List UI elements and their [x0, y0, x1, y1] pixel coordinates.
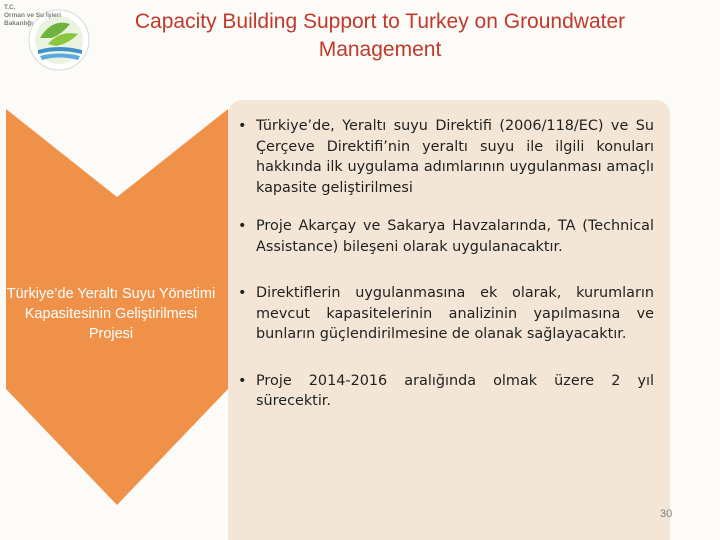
bullet-text: Türkiye’de, Yeraltı suyu Direktifi (2006/118/EC) ve Su Çerçeve Direktifi’nin yeraltı suyu ile ilgili konuları hakkında ilk uygulama adımlarının uygulanması amaçlı kapasite geliştirilmesi [256, 118, 654, 196]
bullet-item [236, 116, 654, 198]
bullet-item [236, 371, 654, 412]
logo-text [4, 4, 61, 28]
logo-line: Orman ve Su İşleri [4, 12, 62, 19]
bullet-dot-icon: • [238, 118, 247, 134]
ministry-logo [4, 4, 96, 76]
bullet-dot-icon: • [238, 372, 247, 389]
bullet-text: Proje 2014-2016 aralığında olmak üzere 2 yıl sürecektir. [256, 372, 654, 409]
bullet-text: Direktiflerin uygulanmasına ek olarak, kurumların mevcut kapasitelerinin analizinin yapılmasına ve bunların güçlendirilmesine de olanak sağlayacaktır. [256, 285, 654, 342]
bullet-text: Proje Akarçay ve Sakarya Havzalarında, TA (Technical Assistance) bileşeni olarak uygulanacaktır. [256, 218, 654, 255]
bullet-dot-icon: • [238, 218, 247, 234]
bullet-item [236, 283, 654, 345]
bullet-list [236, 116, 654, 430]
chevron-label: Türkiye’de Yeraltı Suyu Yönetimi Kapasitesinin Geliştirilmesi Projesi [6, 286, 216, 342]
bullet-dot-icon: • [238, 285, 247, 301]
bullet-item [236, 216, 654, 257]
slide-title: Capacity Building Support to Turkey on Groundwater Management [134, 10, 626, 61]
logo-line: T.C. [4, 4, 16, 11]
logo-line: Bakanlığı [4, 20, 33, 27]
page-number: 30 [660, 508, 673, 520]
